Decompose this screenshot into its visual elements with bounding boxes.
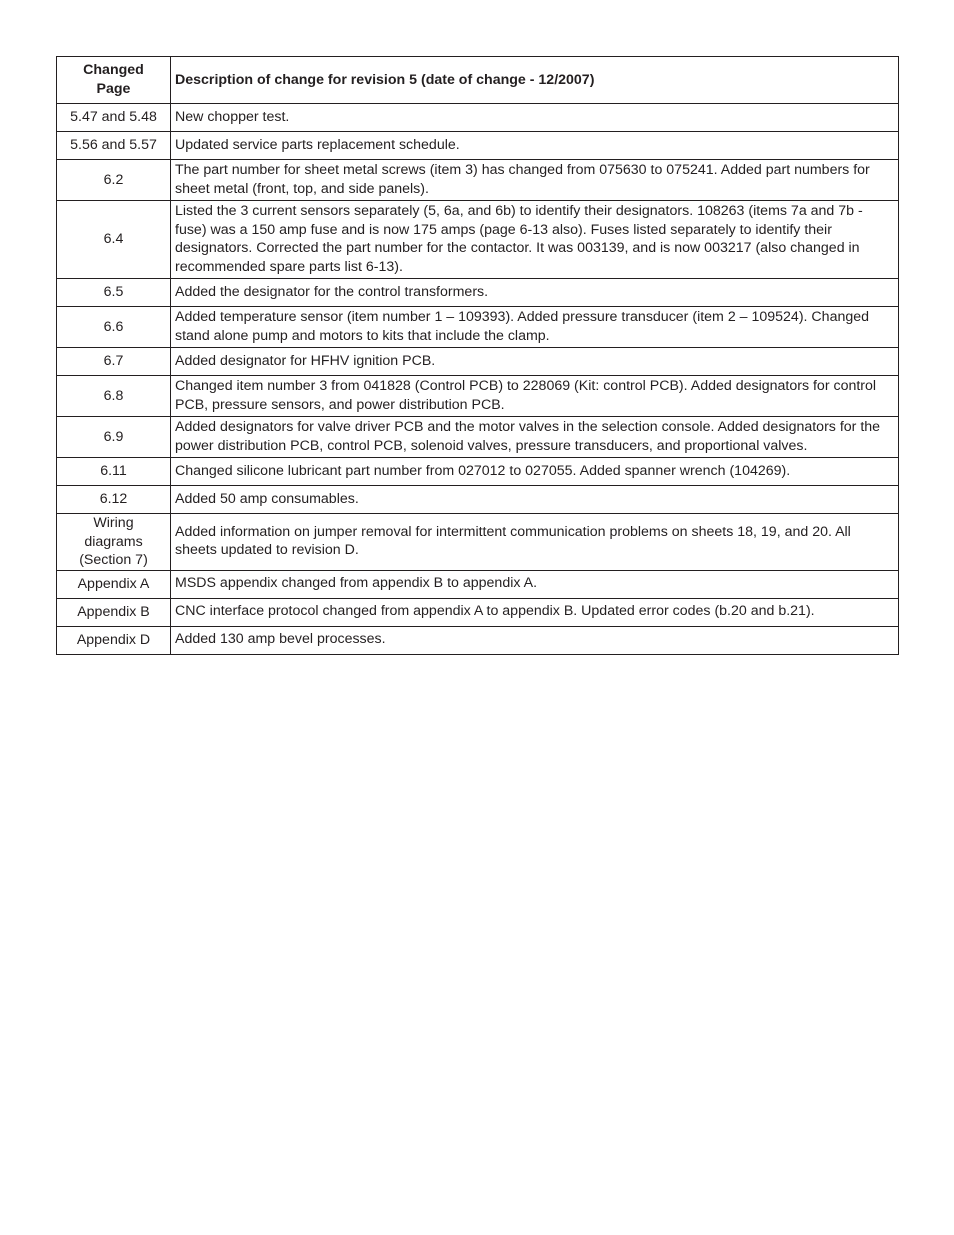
changed-page-cell: Appendix A [57,570,171,598]
changed-page-cell: 5.47 and 5.48 [57,104,171,132]
description-cell: CNC interface protocol changed from appendix A to appendix B. Updated error codes (b.20 and b.21). [171,598,899,626]
description-cell: Added temperature sensor (item number 1 – 109393). Added pressure transducer (item 2 – 109524). Changed stand alone pump and motors to kits that include the clamp. [171,307,899,348]
description-cell: The part number for sheet metal screws (item 3) has changed from 075630 to 075241. Added part numbers for sheet metal (front, top, and side panels). [171,160,899,201]
changed-page-header [57,57,171,104]
revision-history-table [56,56,899,655]
table-row [57,279,899,307]
changed-page-cell: 6.9 [57,417,171,458]
changed-page-cell: 6.2 [57,160,171,201]
description-header: Description of change for revision 5 (date of change - 12/2007) [171,57,899,104]
changed-page-cell: 6.12 [57,486,171,514]
changed-page-cell: Appendix D [57,626,171,654]
table-row [57,626,899,654]
table-header-row [57,57,899,104]
table-row [57,376,899,417]
changed-page-cell: 6.7 [57,348,171,376]
changed-page-line: diagrams [84,533,143,550]
table-row [57,570,899,598]
description-cell: Updated service parts replacement schedule. [171,132,899,160]
description-cell: Added 130 amp bevel processes. [171,626,899,654]
description-cell: Changed silicone lubricant part number from 027012 to 027055. Added spanner wrench (104269). [171,458,899,486]
changed-page-cell: 6.8 [57,376,171,417]
table-row [57,514,899,571]
changed-page-cell [57,514,171,571]
changed-page-header-line1: Changed [83,62,144,78]
table-row [57,307,899,348]
changed-page-cell: 6.5 [57,279,171,307]
table-row [57,417,899,458]
changed-page-cell: 6.4 [57,201,171,279]
description-cell: Added designators for valve driver PCB and the motor valves in the selection console. Added designators for the power distribution PCB, control PCB, solenoid valves, pressure transducers, and proportional valves. [171,417,899,458]
description-cell: Changed item number 3 from 041828 (Control PCB) to 228069 (Kit: control PCB). Added designators for control PCB, pressure sensors, and power distribution PCB. [171,376,899,417]
description-cell: Added 50 amp consumables. [171,486,899,514]
changed-page-cell: 6.6 [57,307,171,348]
table-row [57,104,899,132]
changed-page-cell: 6.11 [57,458,171,486]
table-row [57,458,899,486]
table-row [57,132,899,160]
description-cell: Added designator for HFHV ignition PCB. [171,348,899,376]
changed-page-header-line2: Page [96,81,131,97]
description-cell: Added information on jumper removal for intermittent communication problems on sheets 18, 19, and 20. All sheets updated to revision D. [171,514,899,571]
changed-page-cell: Appendix B [57,598,171,626]
description-cell: MSDS appendix changed from appendix B to appendix A. [171,570,899,598]
changed-page-line: Wiring [93,515,134,531]
table-row [57,348,899,376]
table-row [57,160,899,201]
table-row [57,486,899,514]
changed-page-line: (Section 7) [79,552,148,568]
description-cell: Added the designator for the control transformers. [171,279,899,307]
table-row [57,598,899,626]
table-row [57,201,899,279]
changed-page-cell: 5.56 and 5.57 [57,132,171,160]
description-cell: New chopper test. [171,104,899,132]
description-cell: Listed the 3 current sensors separately (5, 6a, and 6b) to identify their designators. 108263 (items 7a and 7b - fuse) was a 150 amp fuse and is now 175 amps (page 6-13 also). Fuses listed separately to identify their designators. Corrected the part number for the contactor. It was 003139, and is now 003217 (also changed in recommended spare parts list 6-13). [171,201,899,279]
